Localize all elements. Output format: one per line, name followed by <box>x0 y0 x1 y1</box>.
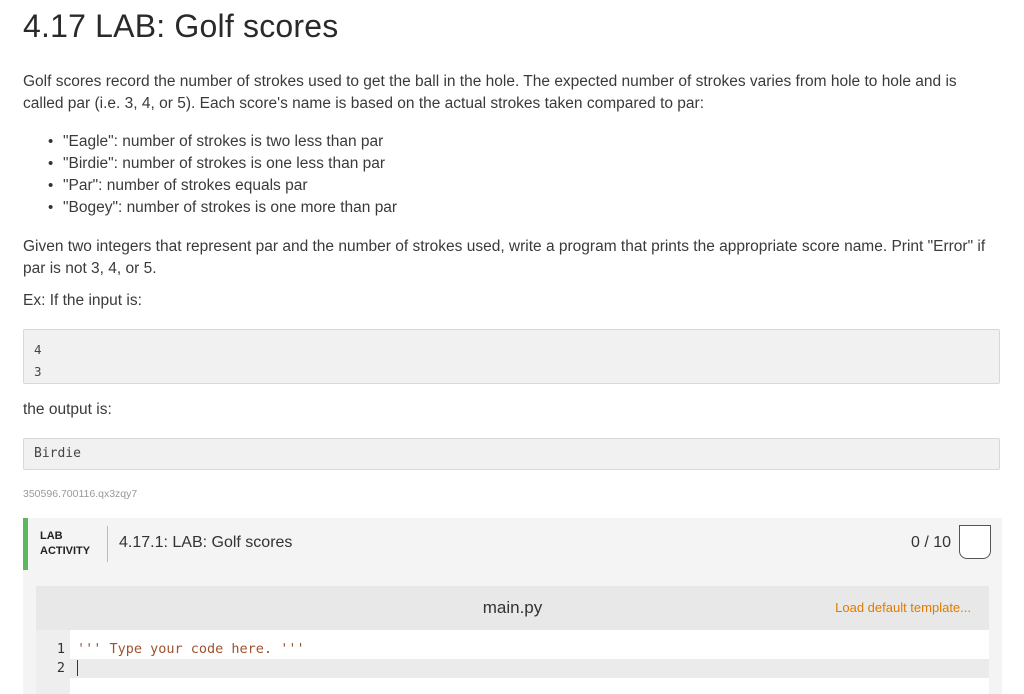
score-names-list <box>48 131 397 219</box>
example-output-box: Birdie <box>23 438 1000 470</box>
example-input-line: 3 <box>34 364 42 379</box>
lab-activity-tag <box>40 529 90 559</box>
lab-activity-header <box>23 518 1002 570</box>
example-input-label: Ex: If the input is: <box>23 292 142 309</box>
line-number-gutter <box>36 630 70 694</box>
task-paragraph: Given two integers that represent par and the number of strokes used, write a program that prints the appropriate score name. Print "Error" if par is not 3, 4, or 5. <box>23 238 986 277</box>
example-input-line: 4 <box>34 342 42 357</box>
line-number: 2 <box>56 660 65 676</box>
intro-paragraph: Golf scores record the number of strokes used to get the ball in the hole. The expected number of strokes varies from hole to hole and is called par (i.e. 3, 4, or 5). Each score's name is based on the actual strokes taken compared to par: <box>23 73 957 112</box>
list-item: • "Eagle": number of strokes is two less than par <box>48 131 397 153</box>
code-editor-panel <box>23 570 1002 694</box>
lab-tag-line: LAB <box>40 530 63 542</box>
code-line-active[interactable] <box>70 659 989 678</box>
activity-identifier: 350596.700116.qx3zqy7 <box>23 488 138 500</box>
lab-activity-name: 4.17.1: LAB: Golf scores <box>119 534 293 551</box>
completion-badge-icon <box>959 525 991 559</box>
example-output-label: the output is: <box>23 401 112 418</box>
example-input-box <box>23 329 1000 384</box>
filename-label: main.py <box>482 598 543 617</box>
code-line[interactable]: ''' Type your code here. ''' <box>77 641 305 657</box>
list-item: • "Bogey": number of strokes is one more than par <box>48 197 397 219</box>
code-editor[interactable] <box>36 630 989 694</box>
editor-toolbar <box>36 586 989 630</box>
lab-tag-line: ACTIVITY <box>40 545 91 557</box>
list-item: • "Birdie": number of strokes is one less than par <box>48 153 397 175</box>
code-lines[interactable] <box>70 640 989 678</box>
divider <box>107 526 108 562</box>
load-default-template-link[interactable]: Load default template... <box>835 600 971 615</box>
page-title: 4.17 LAB: Golf scores <box>23 8 339 44</box>
line-number: 1 <box>56 641 65 657</box>
list-item: • "Par": number of strokes equals par <box>48 175 397 197</box>
text-cursor <box>77 660 78 676</box>
lab-score: 0 / 10 <box>910 534 951 551</box>
